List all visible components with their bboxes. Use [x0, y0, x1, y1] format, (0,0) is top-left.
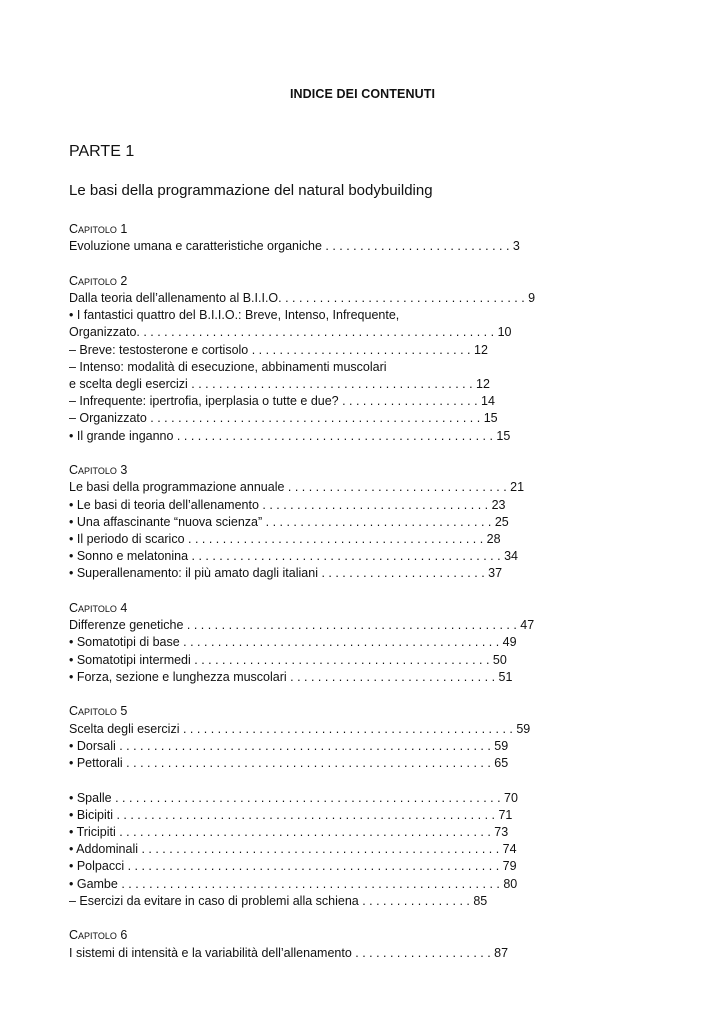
- document-title: INDICE DEI CONTENUTI: [289, 87, 436, 101]
- toc-entry: • Somatotipi intermedi . . . . . . . . . . . . . . . . . . . . . . . . . . . . . . . . . . . . . . . . . . . 50: [69, 652, 507, 667]
- toc-entry: Le basi della programmazione annuale . . . . . . . . . . . . . . . . . . . . . . . . . . . . . . . . 21: [69, 480, 525, 495]
- toc-entry: • Forza, sezione e lunghezza muscolari . . . . . . . . . . . . . . . . . . . . . . . . . . . . . . 51: [69, 669, 513, 684]
- toc-entry: I sistemi di intensità e la variabilità dell’allenamento . . . . . . . . . . . . . . . . . . . . 87: [69, 945, 509, 960]
- toc-entry: e scelta degli esercizi . . . . . . . . . . . . . . . . . . . . . . . . . . . . . . . . . . . . . . . . . 12: [69, 377, 490, 391]
- toc-entry: • Polpacci . . . . . . . . . . . . . . . . . . . . . . . . . . . . . . . . . . . . . . . . . . . . . . . . . . . . . . 79: [69, 859, 517, 874]
- toc-entry: • Superallenamento: il più amato dagli italiani . . . . . . . . . . . . . . . . . . . . . . . . 37: [69, 566, 503, 581]
- toc-entry: • Dorsali . . . . . . . . . . . . . . . . . . . . . . . . . . . . . . . . . . . . . . . . . . . . . . . . . . . . . . 59: [69, 738, 509, 753]
- toc-entry: – Intenso: modalità di esecuzione, abbinamenti muscolari: [69, 359, 387, 374]
- chapter-label: Capitolo 4: [69, 601, 128, 615]
- chapter-label: Capitolo 2: [69, 273, 128, 288]
- toc-entry: • I fantastici quattro del B.I.I.O.: Breve, Intenso, Infrequente,: [69, 308, 400, 323]
- toc-entry: • Pettorali . . . . . . . . . . . . . . . . . . . . . . . . . . . . . . . . . . . . . . . . . . . . . . . . . . . . . 65: [69, 756, 509, 770]
- part-subtitle: Le basi della programmazione del natural bodybuilding: [69, 182, 433, 199]
- toc-entry: • Il periodo di scarico . . . . . . . . . . . . . . . . . . . . . . . . . . . . . . . . . . . . . . . . . . . 28: [69, 532, 501, 546]
- toc-entry: • Sonno e melatonina . . . . . . . . . . . . . . . . . . . . . . . . . . . . . . . . . . . . . . . . . . . . . 34: [69, 549, 518, 564]
- toc-entry: – Breve: testosterone e cortisolo . . . . . . . . . . . . . . . . . . . . . . . . . . . . . . . . 12: [69, 342, 488, 357]
- chapter-label: Capitolo 5: [69, 704, 128, 719]
- part-heading: PARTE 1: [69, 143, 135, 160]
- toc-entry: Evoluzione umana e caratteristiche organiche . . . . . . . . . . . . . . . . . . . . . . . . . . . 3: [69, 239, 520, 254]
- toc-entry: – Organizzato . . . . . . . . . . . . . . . . . . . . . . . . . . . . . . . . . . . . . . . . . . . . . . . . 15: [69, 411, 498, 426]
- chapter-label: Capitolo 6: [69, 928, 128, 943]
- toc-entry: Differenze genetiche . . . . . . . . . . . . . . . . . . . . . . . . . . . . . . . . . . . . . . . . . . . . . . . . 47: [69, 618, 535, 633]
- toc-entry: Dalla teoria dell’allenamento al B.I.I.O. . . . . . . . . . . . . . . . . . . . . . . . . . . . . . . . . . . . 9: [69, 291, 536, 305]
- toc-entry: • Il grande inganno . . . . . . . . . . . . . . . . . . . . . . . . . . . . . . . . . . . . . . . . . . . . . . 15: [69, 428, 511, 443]
- toc-entry: • Spalle . . . . . . . . . . . . . . . . . . . . . . . . . . . . . . . . . . . . . . . . . . . . . . . . . . . . . . . . 70: [69, 790, 518, 805]
- toc-entry: • Somatotipi di base . . . . . . . . . . . . . . . . . . . . . . . . . . . . . . . . . . . . . . . . . . . . . . 49: [69, 635, 517, 650]
- toc-entry: • Gambe . . . . . . . . . . . . . . . . . . . . . . . . . . . . . . . . . . . . . . . . . . . . . . . . . . . . . . . 80: [69, 876, 518, 891]
- toc-entry: – Esercizi da evitare in caso di problemi alla schiena . . . . . . . . . . . . . . . . 85: [69, 893, 488, 908]
- toc-entry: • Tricipiti . . . . . . . . . . . . . . . . . . . . . . . . . . . . . . . . . . . . . . . . . . . . . . . . . . . . . . 73: [69, 825, 509, 839]
- toc-entry: • Una affascinante “nuova scienza” . . . . . . . . . . . . . . . . . . . . . . . . . . . . . . . . . 25: [69, 514, 509, 529]
- toc-entry: • Addominali . . . . . . . . . . . . . . . . . . . . . . . . . . . . . . . . . . . . . . . . . . . . . . . . . . . . 74: [69, 842, 517, 857]
- chapter-label: Capitolo 1: [69, 222, 128, 236]
- chapter-label: Capitolo 3: [69, 463, 128, 478]
- toc-entry: Organizzato. . . . . . . . . . . . . . . . . . . . . . . . . . . . . . . . . . . . . . . . . . . . . . . . . . . . 10: [69, 325, 512, 340]
- toc-entry: Scelta degli esercizi . . . . . . . . . . . . . . . . . . . . . . . . . . . . . . . . . . . . . . . . . . . . . . . . 59: [69, 721, 531, 736]
- toc-entry: – Infrequente: ipertrofia, iperplasia o tutte e due? . . . . . . . . . . . . . . . . . . . . 14: [69, 394, 495, 409]
- toc-entry: • Le basi di teoria dell’allenamento . . . . . . . . . . . . . . . . . . . . . . . . . . . . . . . . . 23: [69, 497, 506, 512]
- toc-entry: • Bicipiti . . . . . . . . . . . . . . . . . . . . . . . . . . . . . . . . . . . . . . . . . . . . . . . . . . . . . . . 71: [69, 807, 513, 822]
